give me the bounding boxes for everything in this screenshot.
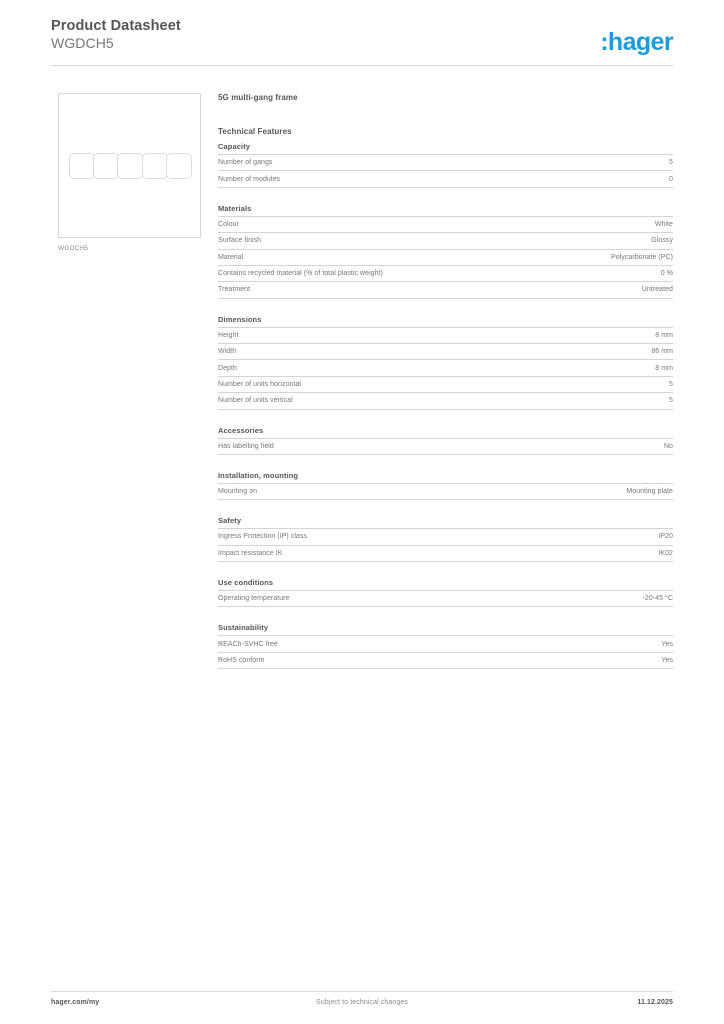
spec-label: Number of gangs bbox=[218, 155, 527, 171]
spec-label: Operating temperature bbox=[218, 591, 527, 607]
spec-group-heading: Dimensions bbox=[218, 315, 673, 328]
product-name: 5G multi-gang frame bbox=[218, 93, 298, 102]
table-row bbox=[218, 155, 673, 171]
spec-value: Polycarbonate (PC) bbox=[527, 249, 673, 265]
spec-label: Has labelling field bbox=[218, 439, 527, 455]
hager-logo: :hager bbox=[600, 28, 673, 56]
table-row bbox=[218, 328, 673, 344]
page-header bbox=[51, 18, 673, 62]
footer-website[interactable]: hager.com/my bbox=[51, 999, 100, 1006]
spec-value: 0 bbox=[527, 171, 673, 187]
gang-cell bbox=[142, 153, 168, 179]
spec-label: Contains recycled material (% of total plastic weight) bbox=[218, 265, 527, 281]
table-row bbox=[218, 171, 673, 187]
spec-table bbox=[218, 591, 673, 607]
table-row bbox=[218, 376, 673, 392]
table-row bbox=[218, 344, 673, 360]
spec-label: Impact resistance IK bbox=[218, 545, 527, 561]
gang-cell bbox=[117, 153, 143, 179]
spec-value: 5 bbox=[527, 376, 673, 392]
specifications-panel bbox=[218, 93, 673, 685]
spec-label: Ingress Protection (IP) class bbox=[218, 529, 527, 545]
page-title: Product Datasheet bbox=[51, 18, 181, 34]
spec-table bbox=[218, 328, 673, 410]
spec-value: 0 % bbox=[527, 265, 673, 281]
spec-group bbox=[218, 623, 673, 669]
spec-label: Height bbox=[218, 328, 527, 344]
spec-label: Material bbox=[218, 249, 527, 265]
table-row bbox=[218, 233, 673, 249]
spec-label: REACh-SVHC free bbox=[218, 636, 527, 652]
spec-group-heading: Capacity bbox=[218, 142, 673, 155]
footer-divider bbox=[51, 991, 673, 992]
spec-value: IK02 bbox=[527, 545, 673, 561]
five-gang-frame-icon bbox=[68, 153, 190, 179]
spec-value: 86 mm bbox=[527, 344, 673, 360]
spec-value: Yes bbox=[527, 652, 673, 668]
spec-group-heading: Accessories bbox=[218, 426, 673, 439]
gang-cell bbox=[93, 153, 119, 179]
spec-label: Surface finish bbox=[218, 233, 527, 249]
spec-value: -20-45 °C bbox=[527, 591, 673, 607]
footer-date: 11.12.2025 bbox=[637, 999, 673, 1006]
table-row bbox=[218, 545, 673, 561]
spec-group bbox=[218, 142, 673, 188]
table-row bbox=[218, 360, 673, 376]
spec-value: Yes bbox=[527, 636, 673, 652]
header-divider bbox=[51, 65, 673, 66]
table-row bbox=[218, 217, 673, 233]
footer-disclaimer: Subject to technical changes bbox=[316, 999, 408, 1006]
spec-value: White bbox=[527, 217, 673, 233]
table-row bbox=[218, 439, 673, 455]
spec-label: Mounting on bbox=[218, 484, 527, 500]
spec-group-heading: Use conditions bbox=[218, 578, 673, 591]
spec-group bbox=[218, 204, 673, 299]
header-title-block bbox=[51, 18, 181, 52]
table-row bbox=[218, 393, 673, 409]
spec-group-heading: Materials bbox=[218, 204, 673, 217]
product-image bbox=[58, 93, 201, 238]
table-row bbox=[218, 529, 673, 545]
page-footer bbox=[51, 999, 673, 1011]
spec-label: Number of modules bbox=[218, 171, 527, 187]
spec-label: Colour bbox=[218, 217, 527, 233]
spec-value: 5 bbox=[527, 393, 673, 409]
spec-group bbox=[218, 315, 673, 410]
spec-value: No bbox=[527, 439, 673, 455]
spec-group bbox=[218, 426, 673, 455]
technical-features-heading: Technical Features bbox=[218, 127, 292, 136]
spec-value: 8 mm bbox=[527, 360, 673, 376]
product-image-caption: WGDCH5 bbox=[58, 245, 89, 252]
spec-group-heading: Installation, mounting bbox=[218, 471, 673, 484]
table-row bbox=[218, 249, 673, 265]
spec-label: RoHS conform bbox=[218, 652, 527, 668]
spec-label: Number of units vertical bbox=[218, 393, 527, 409]
table-row bbox=[218, 591, 673, 607]
spec-table bbox=[218, 439, 673, 455]
spec-value: Glossy bbox=[527, 233, 673, 249]
spec-value: 8 mm bbox=[527, 328, 673, 344]
spec-value: 5 bbox=[527, 155, 673, 171]
spec-group bbox=[218, 471, 673, 500]
spec-group-heading: Safety bbox=[218, 516, 673, 529]
spec-label: Number of units horizontal bbox=[218, 376, 527, 392]
table-row bbox=[218, 265, 673, 281]
spec-label: Depth bbox=[218, 360, 527, 376]
table-row bbox=[218, 652, 673, 668]
product-figure bbox=[58, 93, 201, 252]
spec-table bbox=[218, 529, 673, 562]
spec-groups-container bbox=[218, 142, 673, 669]
spec-table bbox=[218, 217, 673, 299]
gang-cell bbox=[166, 153, 192, 179]
table-row bbox=[218, 484, 673, 500]
spec-group bbox=[218, 578, 673, 607]
spec-group bbox=[218, 516, 673, 562]
spec-table bbox=[218, 155, 673, 188]
product-reference: WGDCH5 bbox=[51, 35, 114, 51]
spec-label: Treatment bbox=[218, 282, 527, 298]
spec-value: IP20 bbox=[527, 529, 673, 545]
spec-table bbox=[218, 636, 673, 669]
table-row bbox=[218, 282, 673, 298]
table-row bbox=[218, 636, 673, 652]
spec-group-heading: Sustainability bbox=[218, 623, 673, 636]
spec-label: Width bbox=[218, 344, 527, 360]
spec-value: Untreated bbox=[527, 282, 673, 298]
gang-cell bbox=[68, 153, 94, 179]
spec-value: Mounting plate bbox=[527, 484, 673, 500]
spec-table bbox=[218, 484, 673, 500]
